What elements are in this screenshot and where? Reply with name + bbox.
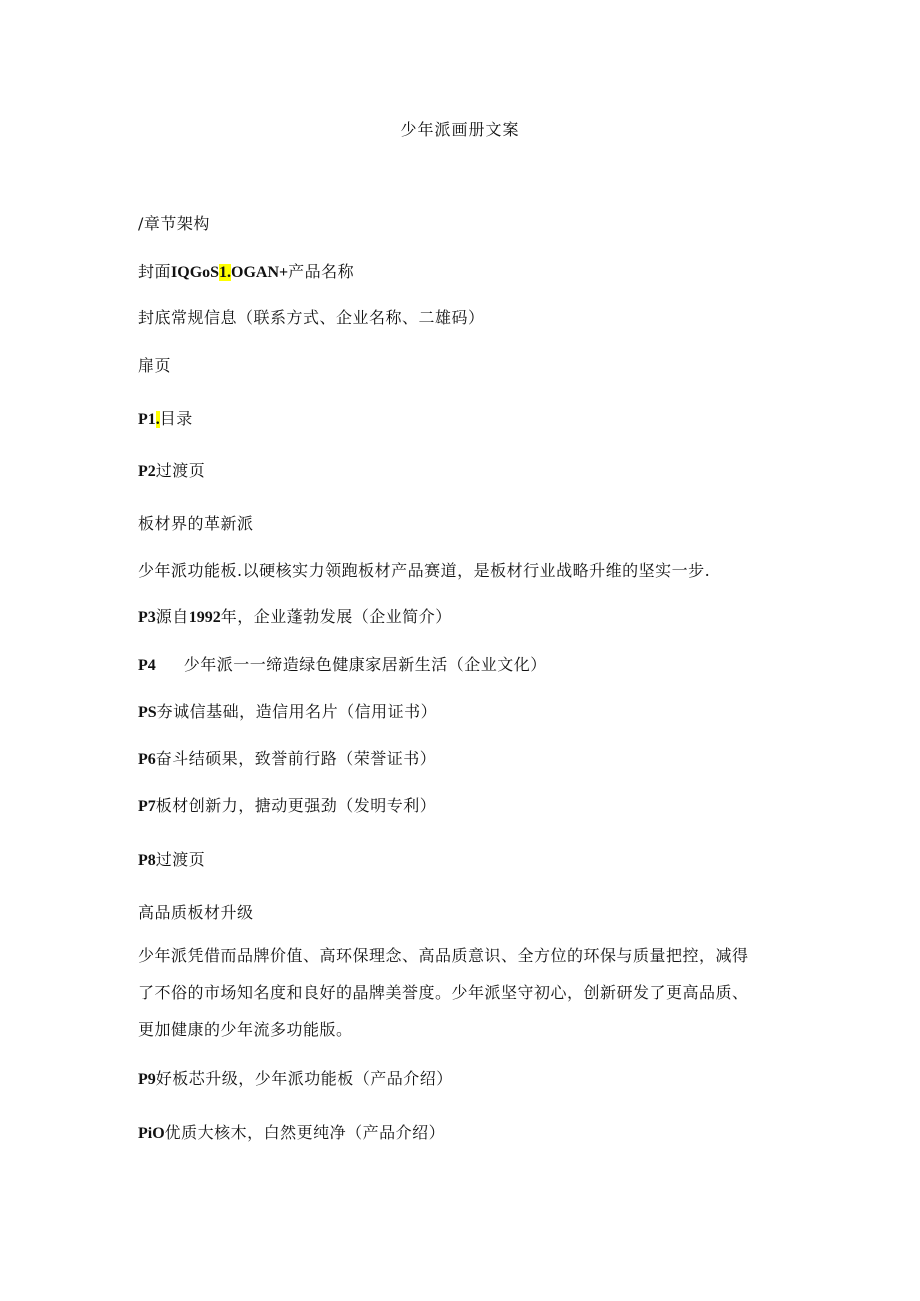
p3-year: 1992 bbox=[188, 609, 221, 626]
p1-text: 目录 bbox=[159, 409, 193, 428]
heading-innovation: 板材界的革新派 bbox=[138, 514, 254, 533]
intro-2-line-1: 少年派凭借而品牌价值、高环保理念、高品质意识、全方位的环保与质量把控，减得 bbox=[138, 946, 749, 965]
p5-line bbox=[138, 699, 437, 722]
intro-paragraph-2 bbox=[138, 937, 778, 1048]
p7-text: 板材创新力，搪动更强劲（发明专利） bbox=[155, 796, 437, 815]
p2-line bbox=[138, 458, 205, 481]
p1-line bbox=[138, 406, 193, 429]
cover-prefix: 封面 bbox=[138, 262, 172, 281]
cover-code-b: OGAN bbox=[231, 264, 280, 281]
p1-code: P1 bbox=[138, 411, 156, 428]
p6-text: 奋斗结硕果，致誉前行路（荣誉证书） bbox=[155, 749, 437, 768]
intro-2-line-3: 更加健康的少年流多功能版。 bbox=[138, 1020, 353, 1039]
cover-line bbox=[138, 259, 354, 282]
p7-line bbox=[138, 793, 436, 816]
p6-code: P6 bbox=[138, 751, 156, 768]
p10-line bbox=[138, 1120, 445, 1143]
cover-suffix: 产品名称 bbox=[288, 262, 355, 281]
p5-code: PS bbox=[138, 704, 157, 721]
p9-code: P9 bbox=[138, 1071, 156, 1088]
p10-text: 优质大核木，白然更纯净（产品介绍） bbox=[164, 1123, 446, 1142]
section-heading: /章节架构 bbox=[138, 214, 210, 233]
p5-text: 夯诚信基础，造信用名片（信用证书） bbox=[156, 702, 438, 721]
p8-text: 过渡页 bbox=[155, 850, 206, 869]
p9-line bbox=[138, 1066, 453, 1089]
p3-code: P3 bbox=[138, 609, 156, 626]
page-title: 少年派画册文案 bbox=[400, 120, 520, 139]
p4-code: P4 bbox=[138, 657, 156, 674]
p4-text: 少年派一一缔造绿色健康家居新生活（企业文化） bbox=[183, 655, 547, 674]
p9-text: 好板芯升级，少年派功能板（产品介绍） bbox=[155, 1069, 453, 1088]
p7-code: P7 bbox=[138, 798, 156, 815]
p4-line bbox=[138, 652, 547, 675]
p2-code: P2 bbox=[138, 463, 156, 480]
p1-code-highlight: . bbox=[155, 411, 160, 428]
cover-code-a: IQGoS bbox=[171, 264, 220, 281]
intro-2-line-2: 了不俗的市场知名度和良好的晶牌美誉度。少年派坚守初心，创新研发了更高品质、 bbox=[138, 983, 749, 1002]
p3-text-b: 年，企业蓬勃发展（企业简介） bbox=[220, 607, 452, 626]
p6-line bbox=[138, 746, 436, 769]
heading-quality-upgrade: 高品质板材升级 bbox=[138, 903, 254, 922]
p2-text: 过渡页 bbox=[155, 461, 206, 480]
p10-code: PiO bbox=[138, 1125, 165, 1142]
intro-paragraph-1: 少年派功能板.以硬核实力领跑板材产品赛道，是板材行业战略升维的坚实一步. bbox=[138, 561, 711, 580]
flyleaf-line: 扉页 bbox=[138, 356, 172, 375]
p8-line bbox=[138, 847, 205, 870]
cover-plus: + bbox=[279, 264, 289, 281]
p8-code: P8 bbox=[138, 852, 156, 869]
back-cover-line: 封底常规信息（联系方式、企业名称、二雄码） bbox=[138, 308, 485, 327]
p3-line bbox=[138, 604, 452, 627]
cover-code-highlight: 1. bbox=[219, 264, 232, 281]
p3-text-a: 源自 bbox=[155, 607, 189, 626]
